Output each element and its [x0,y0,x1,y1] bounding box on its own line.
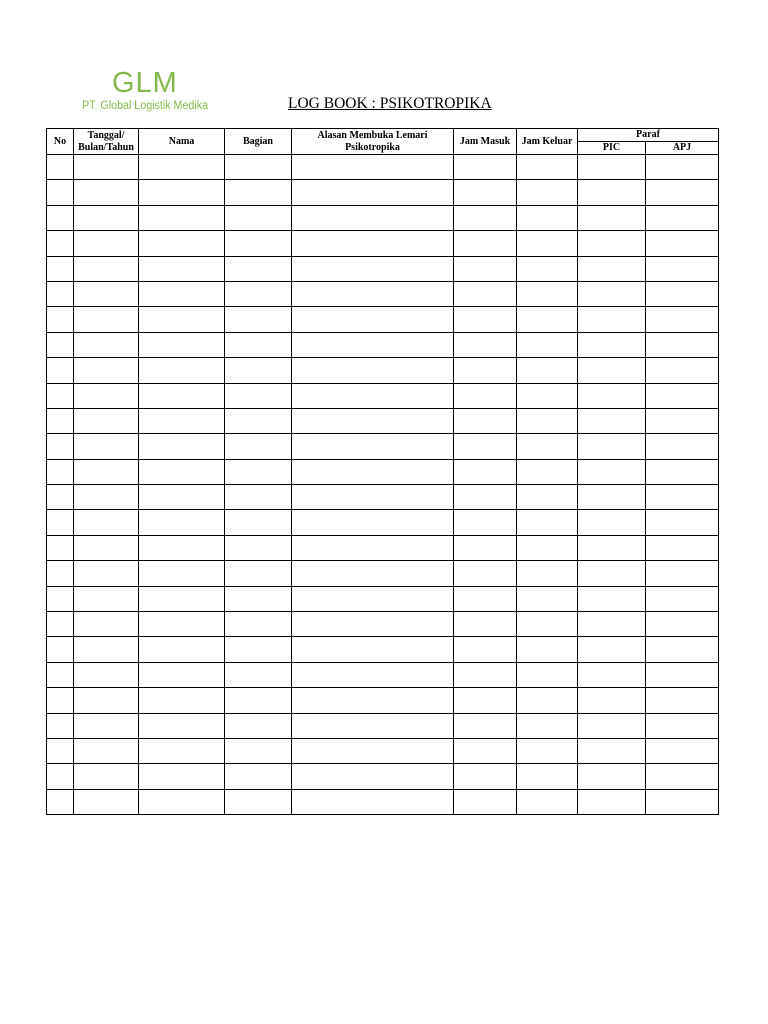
table-row [47,637,719,662]
cell-tanggal[interactable] [74,789,139,814]
cell-nama[interactable] [139,256,225,281]
cell-no[interactable] [47,688,74,713]
cell-nama[interactable] [139,155,225,180]
cell-paraf-pic[interactable] [578,155,646,180]
cell-bagian[interactable] [225,764,292,789]
table-row [47,155,719,180]
cell-jam-masuk[interactable] [454,485,517,510]
cell-alasan[interactable] [292,764,454,789]
cell-jam-masuk[interactable] [454,535,517,560]
cell-no[interactable] [47,662,74,687]
cell-jam-masuk[interactable] [454,155,517,180]
cell-jam-keluar[interactable] [517,358,578,383]
cell-nama[interactable] [139,510,225,535]
cell-jam-masuk[interactable] [454,256,517,281]
cell-paraf-apj[interactable] [646,205,719,230]
cell-paraf-pic[interactable] [578,688,646,713]
cell-bagian[interactable] [225,688,292,713]
cell-alasan[interactable] [292,205,454,230]
header-alasan [292,129,454,155]
cell-jam-keluar[interactable] [517,510,578,535]
cell-nama[interactable] [139,764,225,789]
cell-no[interactable] [47,408,74,433]
cell-paraf-apj[interactable] [646,637,719,662]
cell-alasan[interactable] [292,789,454,814]
cell-alasan[interactable] [292,510,454,535]
cell-tanggal[interactable] [74,688,139,713]
cell-alasan[interactable] [292,332,454,357]
cell-no[interactable] [47,332,74,357]
cell-alasan[interactable] [292,408,454,433]
cell-tanggal[interactable] [74,231,139,256]
cell-nama[interactable] [139,459,225,484]
cell-bagian[interactable] [225,510,292,535]
cell-jam-masuk[interactable] [454,586,517,611]
cell-nama[interactable] [139,231,225,256]
cell-nama[interactable] [139,408,225,433]
header-pic: PIC [578,142,646,155]
cell-paraf-apj[interactable] [646,307,719,332]
cell-no[interactable] [47,535,74,560]
cell-nama[interactable] [139,612,225,637]
cell-tanggal[interactable] [74,256,139,281]
cell-paraf-apj[interactable] [646,662,719,687]
table-row [47,383,719,408]
header-bagian: Bagian [225,129,292,155]
cell-jam-masuk[interactable] [454,180,517,205]
cell-paraf-pic[interactable] [578,713,646,738]
cell-jam-masuk[interactable] [454,459,517,484]
cell-no[interactable] [47,764,74,789]
cell-nama[interactable] [139,307,225,332]
cell-paraf-pic[interactable] [578,789,646,814]
cell-alasan[interactable] [292,713,454,738]
cell-bagian[interactable] [225,358,292,383]
cell-bagian[interactable] [225,662,292,687]
log-table-body [47,155,719,815]
cell-nama[interactable] [139,637,225,662]
cell-nama[interactable] [139,535,225,560]
cell-paraf-apj[interactable] [646,256,719,281]
cell-bagian[interactable] [225,281,292,306]
cell-bagian[interactable] [225,408,292,433]
cell-bagian[interactable] [225,205,292,230]
cell-jam-keluar[interactable] [517,231,578,256]
cell-paraf-pic[interactable] [578,281,646,306]
cell-tanggal[interactable] [74,408,139,433]
cell-paraf-pic[interactable] [578,408,646,433]
logo-company-name: PT. Global Logistik Medika [82,100,209,112]
cell-jam-keluar[interactable] [517,561,578,586]
cell-jam-masuk[interactable] [454,789,517,814]
cell-jam-masuk[interactable] [454,637,517,662]
cell-paraf-apj[interactable] [646,231,719,256]
table-row [47,510,719,535]
cell-bagian[interactable] [225,459,292,484]
cell-alasan[interactable] [292,281,454,306]
cell-jam-masuk[interactable] [454,688,517,713]
cell-paraf-apj[interactable] [646,764,719,789]
cell-nama[interactable] [139,358,225,383]
cell-jam-masuk[interactable] [454,612,517,637]
log-table [46,128,719,815]
table-row [47,789,719,814]
cell-nama[interactable] [139,180,225,205]
header-alasan-line2: Psikotropika [345,141,400,153]
table-row [47,231,719,256]
cell-jam-keluar[interactable] [517,713,578,738]
cell-jam-masuk[interactable] [454,408,517,433]
header-jam-masuk: Jam Masuk [454,129,517,155]
cell-paraf-pic[interactable] [578,383,646,408]
cell-no[interactable] [47,738,74,763]
cell-jam-keluar[interactable] [517,180,578,205]
header-no: No [47,129,74,155]
cell-no[interactable] [47,612,74,637]
table-row [47,307,719,332]
cell-paraf-apj[interactable] [646,281,719,306]
cell-tanggal[interactable] [74,662,139,687]
cell-paraf-pic[interactable] [578,510,646,535]
cell-no[interactable] [47,459,74,484]
cell-alasan[interactable] [292,434,454,459]
header-tanggal-line2: Bulan/Tahun [78,141,134,153]
table-row [47,535,719,560]
cell-no[interactable] [47,561,74,586]
cell-alasan[interactable] [292,231,454,256]
cell-paraf-apj[interactable] [646,586,719,611]
cell-alasan[interactable] [292,561,454,586]
cell-jam-keluar[interactable] [517,332,578,357]
cell-jam-masuk[interactable] [454,561,517,586]
cell-alasan[interactable] [292,383,454,408]
cell-paraf-pic[interactable] [578,485,646,510]
cell-paraf-pic[interactable] [578,332,646,357]
cell-paraf-apj[interactable] [646,688,719,713]
cell-alasan[interactable] [292,612,454,637]
cell-jam-keluar[interactable] [517,281,578,306]
cell-tanggal[interactable] [74,180,139,205]
cell-nama[interactable] [139,205,225,230]
cell-bagian[interactable] [225,383,292,408]
cell-paraf-apj[interactable] [646,510,719,535]
cell-alasan[interactable] [292,155,454,180]
cell-paraf-pic[interactable] [578,535,646,560]
cell-bagian[interactable] [225,713,292,738]
cell-alasan[interactable] [292,535,454,560]
cell-jam-keluar[interactable] [517,434,578,459]
cell-paraf-pic[interactable] [578,764,646,789]
cell-jam-keluar[interactable] [517,408,578,433]
cell-alasan[interactable] [292,180,454,205]
cell-jam-keluar[interactable] [517,738,578,763]
cell-alasan[interactable] [292,358,454,383]
table-row [47,662,719,687]
cell-tanggal[interactable] [74,561,139,586]
cell-paraf-pic[interactable] [578,307,646,332]
cell-jam-masuk[interactable] [454,764,517,789]
cell-paraf-apj[interactable] [646,561,719,586]
cell-nama[interactable] [139,713,225,738]
cell-no[interactable] [47,155,74,180]
cell-jam-keluar[interactable] [517,205,578,230]
cell-tanggal[interactable] [74,205,139,230]
cell-tanggal[interactable] [74,738,139,763]
cell-paraf-apj[interactable] [646,332,719,357]
cell-paraf-pic[interactable] [578,738,646,763]
cell-alasan[interactable] [292,485,454,510]
cell-no[interactable] [47,358,74,383]
cell-no[interactable] [47,180,74,205]
cell-alasan[interactable] [292,256,454,281]
cell-alasan[interactable] [292,459,454,484]
cell-paraf-apj[interactable] [646,459,719,484]
cell-jam-keluar[interactable] [517,535,578,560]
cell-jam-keluar[interactable] [517,662,578,687]
cell-paraf-apj[interactable] [646,713,719,738]
cell-jam-keluar[interactable] [517,789,578,814]
cell-nama[interactable] [139,434,225,459]
cell-nama[interactable] [139,281,225,306]
cell-paraf-apj[interactable] [646,358,719,383]
cell-bagian[interactable] [225,586,292,611]
cell-jam-keluar[interactable] [517,256,578,281]
cell-paraf-apj[interactable] [646,434,719,459]
cell-alasan[interactable] [292,586,454,611]
cell-bagian[interactable] [225,434,292,459]
table-row [47,561,719,586]
cell-bagian[interactable] [225,155,292,180]
cell-jam-keluar[interactable] [517,459,578,484]
cell-paraf-pic[interactable] [578,358,646,383]
cell-tanggal[interactable] [74,535,139,560]
cell-no[interactable] [47,510,74,535]
cell-tanggal[interactable] [74,281,139,306]
cell-bagian[interactable] [225,231,292,256]
cell-paraf-pic[interactable] [578,459,646,484]
cell-alasan[interactable] [292,307,454,332]
table-row [47,586,719,611]
cell-jam-keluar[interactable] [517,485,578,510]
cell-jam-keluar[interactable] [517,688,578,713]
cell-paraf-pic[interactable] [578,180,646,205]
header-jam-keluar: Jam Keluar [517,129,578,155]
cell-paraf-pic[interactable] [578,637,646,662]
cell-bagian[interactable] [225,485,292,510]
cell-no[interactable] [47,434,74,459]
table-row [47,332,719,357]
cell-jam-masuk[interactable] [454,205,517,230]
header-alasan-line1: Alasan Membuka Lemari [317,129,428,141]
cell-paraf-pic[interactable] [578,256,646,281]
cell-paraf-pic[interactable] [578,612,646,637]
header-row [47,129,719,142]
cell-bagian[interactable] [225,256,292,281]
cell-nama[interactable] [139,485,225,510]
cell-bagian[interactable] [225,535,292,560]
table-row [47,688,719,713]
cell-alasan[interactable] [292,738,454,763]
table-row [47,713,719,738]
cell-tanggal[interactable] [74,637,139,662]
cell-jam-masuk[interactable] [454,358,517,383]
cell-bagian[interactable] [225,180,292,205]
cell-tanggal[interactable] [74,764,139,789]
cell-no[interactable] [47,713,74,738]
cell-no[interactable] [47,256,74,281]
cell-tanggal[interactable] [74,586,139,611]
header-tanggal [74,129,139,155]
cell-paraf-apj[interactable] [646,383,719,408]
cell-alasan[interactable] [292,688,454,713]
logo-mark: GLM [112,67,178,99]
cell-jam-masuk[interactable] [454,434,517,459]
cell-paraf-pic[interactable] [578,434,646,459]
table-row [47,281,719,306]
cell-jam-keluar[interactable] [517,586,578,611]
cell-jam-keluar[interactable] [517,383,578,408]
company-logo [82,66,209,118]
cell-bagian[interactable] [225,307,292,332]
cell-paraf-pic[interactable] [578,561,646,586]
cell-nama[interactable] [139,738,225,763]
cell-tanggal[interactable] [74,307,139,332]
cell-tanggal[interactable] [74,358,139,383]
page-title: LOG BOOK : PSIKOTROPIKA [288,95,492,112]
cell-paraf-pic[interactable] [578,586,646,611]
cell-bagian[interactable] [225,561,292,586]
cell-tanggal[interactable] [74,383,139,408]
cell-jam-masuk[interactable] [454,231,517,256]
cell-alasan[interactable] [292,637,454,662]
cell-no[interactable] [47,586,74,611]
cell-bagian[interactable] [225,738,292,763]
header-tanggal-line1: Tanggal/ [87,129,125,141]
cell-paraf-apj[interactable] [646,485,719,510]
cell-paraf-apj[interactable] [646,738,719,763]
table-row [47,434,719,459]
table-row [47,485,719,510]
table-row [47,459,719,484]
table-row [47,408,719,433]
cell-paraf-pic[interactable] [578,662,646,687]
header-nama: Nama [139,129,225,155]
cell-paraf-pic[interactable] [578,231,646,256]
cell-no[interactable] [47,205,74,230]
cell-tanggal[interactable] [74,485,139,510]
header-apj: APJ [646,142,719,155]
header-paraf: Paraf [578,129,719,142]
cell-paraf-pic[interactable] [578,205,646,230]
cell-bagian[interactable] [225,789,292,814]
cell-tanggal[interactable] [74,510,139,535]
cell-nama[interactable] [139,789,225,814]
cell-jam-masuk[interactable] [454,738,517,763]
cell-tanggal[interactable] [74,332,139,357]
cell-nama[interactable] [139,662,225,687]
cell-tanggal[interactable] [74,155,139,180]
cell-nama[interactable] [139,383,225,408]
cell-jam-keluar[interactable] [517,764,578,789]
cell-nama[interactable] [139,586,225,611]
cell-paraf-apj[interactable] [646,155,719,180]
table-row [47,738,719,763]
table-row [47,764,719,789]
cell-bagian[interactable] [225,612,292,637]
cell-jam-masuk[interactable] [454,307,517,332]
table-row [47,180,719,205]
cell-tanggal[interactable] [74,713,139,738]
cell-bagian[interactable] [225,332,292,357]
table-row [47,358,719,383]
cell-no[interactable] [47,307,74,332]
cell-jam-masuk[interactable] [454,383,517,408]
table-row [47,612,719,637]
table-row [47,256,719,281]
cell-jam-keluar[interactable] [517,155,578,180]
cell-jam-masuk[interactable] [454,281,517,306]
cell-jam-masuk[interactable] [454,662,517,687]
cell-tanggal[interactable] [74,434,139,459]
cell-paraf-apj[interactable] [646,408,719,433]
cell-jam-keluar[interactable] [517,637,578,662]
cell-jam-masuk[interactable] [454,713,517,738]
cell-no[interactable] [47,485,74,510]
cell-paraf-apj[interactable] [646,789,719,814]
table-row [47,205,719,230]
cell-no[interactable] [47,383,74,408]
cell-paraf-apj[interactable] [646,612,719,637]
cell-jam-masuk[interactable] [454,510,517,535]
cell-no[interactable] [47,231,74,256]
cell-jam-masuk[interactable] [454,332,517,357]
cell-no[interactable] [47,281,74,306]
cell-jam-keluar[interactable] [517,307,578,332]
cell-tanggal[interactable] [74,459,139,484]
cell-paraf-apj[interactable] [646,535,719,560]
cell-paraf-apj[interactable] [646,180,719,205]
cell-no[interactable] [47,637,74,662]
cell-nama[interactable] [139,561,225,586]
cell-alasan[interactable] [292,662,454,687]
cell-bagian[interactable] [225,637,292,662]
cell-no[interactable] [47,789,74,814]
cell-jam-keluar[interactable] [517,612,578,637]
cell-tanggal[interactable] [74,612,139,637]
cell-nama[interactable] [139,332,225,357]
cell-nama[interactable] [139,688,225,713]
